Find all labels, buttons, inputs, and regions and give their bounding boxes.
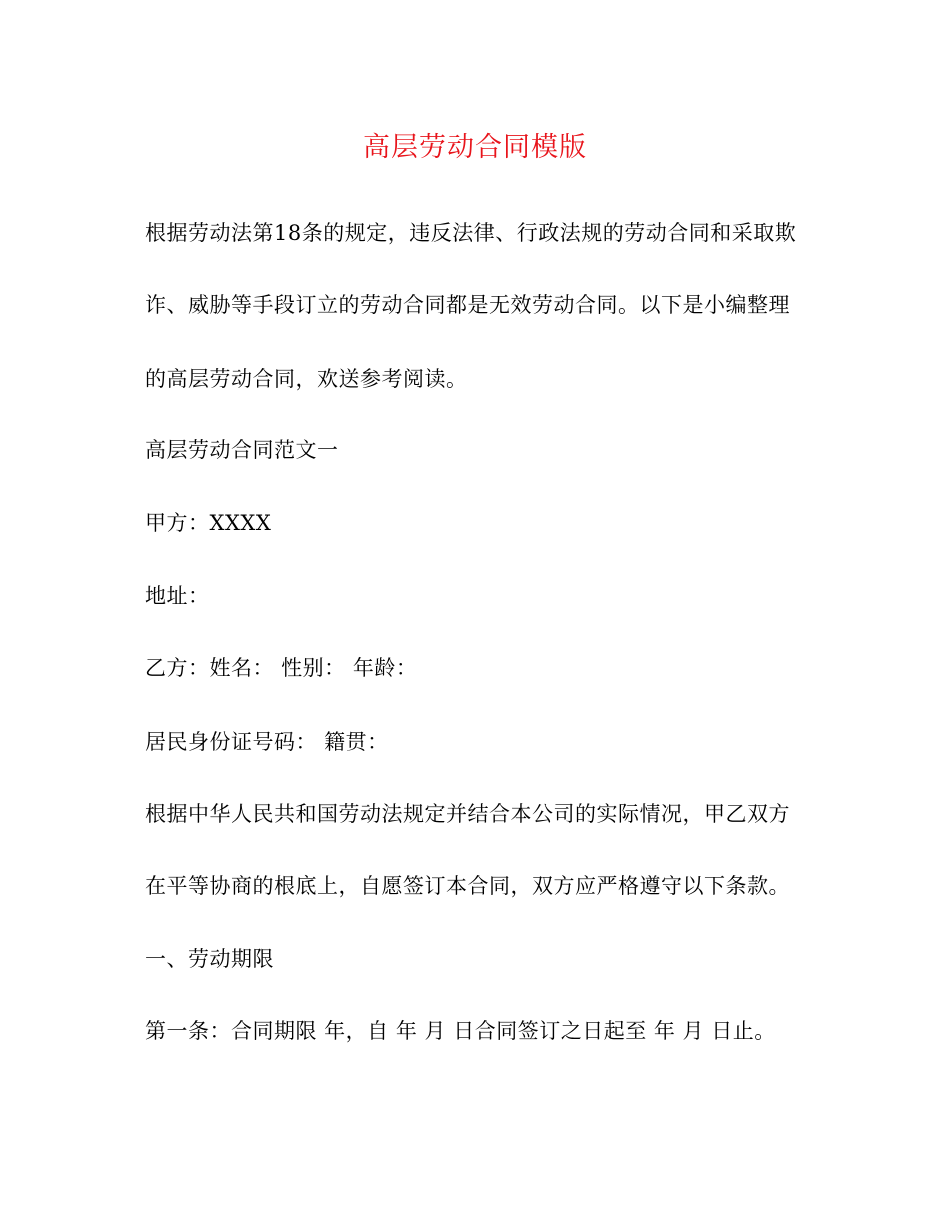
intro-line-2: 诈、威胁等手段订立的劳动合同都是无效劳动合同。以下是小编整理 (145, 293, 790, 317)
address-line: 地址： (145, 584, 210, 608)
section-heading: 高层劳动合同范文一 (145, 438, 339, 462)
term-heading: 一、劳动期限 (145, 947, 274, 971)
agreement-line-1: 根据中华人民共和国劳动法规定并结合本公司的实际情况，甲乙双方 (145, 802, 790, 826)
intro-line-3: 的高层劳动合同，欢送参考阅读。 (145, 367, 468, 391)
id-number-line: 居民身份证号码： 籍贯： (145, 730, 389, 754)
party-a-line: 甲方：XXXX (145, 511, 272, 535)
document-title: 高层劳动合同模版 (363, 132, 587, 163)
party-b-line: 乙方：姓名： 性别： 年龄： (145, 656, 418, 680)
article-one-line: 第一条：合同期限 年，自 年 月 日合同签订之日起至 年 月 日止。 (145, 1019, 776, 1043)
agreement-line-2: 在平等协商的根底上，自愿签订本合同，双方应严格遵守以下条款。 (145, 874, 790, 898)
intro-line-1: 根据劳动法第18条的规定，违反法律、行政法规的劳动合同和采取欺 (145, 221, 797, 245)
